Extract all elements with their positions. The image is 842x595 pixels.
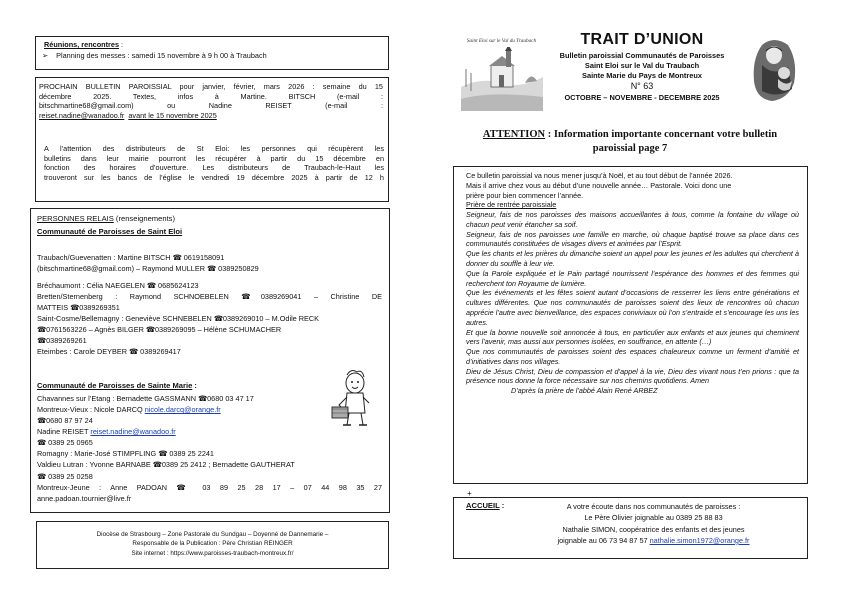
reunions-title: Réunions, rencontres bbox=[44, 40, 120, 49]
reunions-title-suffix: : bbox=[119, 40, 124, 49]
darcq-email-link[interactable]: nicole.darcq@orange.fr bbox=[144, 405, 221, 415]
bulletin-period: OCTOBRE – NOVEMBRE - DECEMBRE 2025 bbox=[564, 93, 720, 103]
priere-paragraph: Que la Parole expliquée et le Pain partagé nourrissent l’espérance des hommes et des femmes qui recherchent ton Royaume de lumière. bbox=[466, 268, 799, 288]
accueil-line: Nathalie SIMON, coopératrice des enfants et des jeunes bbox=[562, 524, 745, 534]
relais-title: PERSONNES RELAIS bbox=[37, 214, 114, 223]
st-marie-title-suffix: : bbox=[192, 381, 197, 390]
contact-line: ☎ 0389 25 0965 bbox=[37, 438, 93, 448]
prochain-bulletin-box bbox=[35, 77, 389, 202]
attention-label: ATTENTION bbox=[482, 129, 546, 140]
relais-title-suffix: (renseignements) bbox=[113, 214, 176, 223]
intro-line: prière pour bien commencer l’année. bbox=[466, 190, 584, 200]
contact-line: Montreux-Jeune : Anne PADOAN ☎ 03 89 25 28 17 – 07 44 98 35 27 bbox=[37, 482, 382, 492]
reiset-email-link[interactable]: reiset.nadine@wanadoo.fr bbox=[90, 427, 176, 437]
contact-line: Romagny : Marie-José STIMPFLING ☎ 0389 25 2241 bbox=[37, 449, 214, 459]
contact-line: MATTEIS ☎0389269351 bbox=[37, 302, 120, 312]
distrib-line: A l’attention des distributeurs de St Eloi: les personnes qui récupèrent les bbox=[44, 144, 384, 153]
contact-line: Nadine REISET bbox=[37, 427, 91, 437]
accueil-line: A votre écoute dans nos communautés de paroisses : bbox=[566, 502, 741, 511]
priere-title: Prière de rentrée paroissiale bbox=[466, 200, 557, 210]
arrow-bullet-icon: ➢ bbox=[42, 51, 49, 60]
contact-line: Eteimbes : Carole DEYBER ☎ 0389269417 bbox=[37, 346, 181, 356]
prochain-line: décembre 2025. Textes, infos à Martine. BITSCH (e-mail : bbox=[39, 91, 383, 101]
bulletin-community-1: Saint Eloi sur le Val du Traubach bbox=[584, 60, 700, 70]
cartoon-child-illustration bbox=[327, 369, 373, 427]
accueil-line: joignable au 06 73 94 87 57 bbox=[557, 535, 650, 545]
st-marie-title: Communauté de Paroisses de Sainte Marie bbox=[37, 381, 193, 390]
priere-paragraph: Que les événements et les fêtes soient autant d’occasions de resserrer les liens entre générations et cultures différentes. Que nos communautés de paroisses soient des lieux de rencontres où chacun apprécie l’autre avec bienveillance, des espaces conviviaux où l’on s’entraide et s’encourage les uns les autres. bbox=[466, 288, 799, 327]
accueil-label-suffix: : bbox=[499, 501, 505, 510]
contact-line: anne.padoan.tournier@live.fr bbox=[37, 493, 132, 503]
distributeurs-notice bbox=[44, 144, 384, 183]
priere-box bbox=[453, 166, 808, 484]
prochain-deadline: avant le 15 novembre 2025 bbox=[128, 110, 217, 120]
madonna-and-child-image bbox=[748, 37, 804, 103]
accueil-email-link[interactable]: nathalie.simon1972@orange.fr bbox=[649, 535, 750, 545]
contact-line: Bréchaumont : Célia NAEGELEN ☎ 0685624123 bbox=[37, 280, 199, 290]
bulletin-number: N° 63 bbox=[630, 81, 654, 92]
reunions-item: Planning des messes : samedi 15 novembre à 9 h 00 à Traubach bbox=[56, 51, 267, 60]
priere-paragraph: Seigneur, fais de nos paroisses une famille en marche, où chaque baptisé trouve sa place dans ces communautés constituées de visages divers et animées par l’Esprit. bbox=[466, 229, 799, 249]
plus-mark: + bbox=[467, 489, 472, 498]
priere-paragraph: Que les chants et les prières du dimanche soient un appel pour les jeunes et les adultes qui cherchent à donner du souffle à leur vie. bbox=[466, 249, 799, 269]
priere-paragraph: Dieu de Jésus Christ, Dieu de compassion et d’appel à la vie, Dieu des vivant nous t’en prions : que ta présence nous donne la force nécessaire sur nos chemins quotidiens. Amen bbox=[466, 366, 799, 386]
contact-line: Montreux-Vieux : Nicole DARCQ bbox=[37, 405, 145, 415]
accueil-line: Le Père Olivier joignable au 0389 25 88 83 bbox=[584, 513, 723, 523]
accueil-label: ACCUEIL bbox=[466, 501, 500, 510]
priere-paragraph: Et que la bonne nouvelle soit annoncée à tous, en particulier aux enfants et aux jeunes qui cheminent vers l’avenir, mas aussi aux personnes isolées, en souffrance, en attente (…) bbox=[466, 327, 799, 347]
prochain-email-link[interactable]: reiset.nadine@wanadoo.fr bbox=[39, 110, 125, 120]
footer-box bbox=[36, 521, 389, 569]
bulletin-subtitle: Bulletin paroissial Communautés de Paroisses bbox=[559, 51, 725, 61]
reunions-box bbox=[35, 36, 389, 70]
attention-line2: paroissial page 7 bbox=[592, 142, 668, 154]
attention-notice bbox=[452, 128, 808, 155]
distrib-line: trouveront sur les bancs de l’église le vendredi 19 décembre 2025 à partir de 12 h bbox=[44, 172, 384, 182]
intro-line: Ce bulletin paroissial va nous mener jusqu’à Noël, et au tout début de l’année 2026. bbox=[466, 171, 733, 180]
contact-line: ☎0389269261 bbox=[37, 335, 87, 345]
contact-line: ☎ 0389 25 0258 bbox=[37, 471, 93, 481]
footer-line: Responsable de la Publication : Père Christian REINGER bbox=[132, 540, 293, 548]
distrib-line: bulletins dans leur mairie pourront les récupérer à partir du 15 décembre en bbox=[44, 153, 384, 163]
contact-line: Chavannes sur l’Etang : Bernadette GASSMANN ☎0680 03 47 17 bbox=[37, 394, 254, 403]
contact-line: Saint-Cosme/Bellemagny : Geneviève SCHNEBELEN ☎0389269010 – M.Odile RECK bbox=[37, 313, 320, 323]
st-eloi-contacts bbox=[37, 253, 382, 357]
distrib-line: fonction des horaires d’ouverture. Les distributeurs de Traubach-le-Haut les bbox=[44, 163, 384, 173]
logo-caption: Saint Eloi sur le Val du Traubach bbox=[466, 38, 537, 44]
contact-line: ☎0680 87 97 24 bbox=[37, 416, 93, 426]
personnes-relais-box bbox=[30, 208, 390, 513]
st-eloi-title: Communauté de Paroisses de Saint Eloi bbox=[37, 227, 183, 236]
bulletin-community-2: Sainte Marie du Pays de Montreux bbox=[582, 70, 702, 80]
masthead bbox=[548, 30, 736, 103]
accueil-box bbox=[453, 489, 808, 559]
priere-paragraph: Seigneur, fais de nos paroisses des maisons accueillantes à tous, comme la fontaine du village où chacun peut venir étancher sa soif. bbox=[466, 210, 799, 229]
intro-line: Mais il arrive chez vous au début d’une nouvelle année… Pastorale. Voici donc une bbox=[466, 180, 732, 190]
footer-website: Site internet : https://www.paroisses-traubach-montreux.fr/ bbox=[131, 549, 294, 557]
contact-line: (bitschmartine68@gmail.com) – Raymond MULLER ☎ 0389250829 bbox=[37, 263, 259, 273]
contact-line: Bretten/Sternenberg : Raymond SCHNOEBELEN ☎0389269041 – Christine DE bbox=[37, 291, 382, 301]
contact-line: Traubach/Guevenatten : Martine BITSCH ☎ 0619158091 bbox=[37, 253, 225, 262]
contact-line: ☎0761563226 – Agnès BILGER ☎0389269095 – Hélène SCHUMACHER bbox=[37, 324, 282, 334]
prochain-line: bitschmartine68@gmail.com) ou Nadine REISET (e-mail : bbox=[39, 101, 383, 111]
bulletin-title: TRAIT D’UNION bbox=[580, 31, 704, 48]
attention-text: : Information importante concernant votre bulletin bbox=[545, 129, 778, 140]
parish-logo bbox=[455, 36, 548, 114]
contact-line: Valdieu Lutran : Yvonne BARNABE ☎0389 25 2412 ; Bernadette GAUTHERAT bbox=[37, 460, 295, 470]
priere-signature: D’après la prière de l’abbé Alain René ARBEZ bbox=[511, 386, 658, 396]
prochain-line: PROCHAIN BULLETIN PAROISSIAL pour janvier, février, mars 2026 : semaine du 15 bbox=[39, 82, 383, 91]
footer-line: Diocèse de Strasbourg – Zone Pastorale du Sundgau – Doyenné de Dannemarie – bbox=[96, 531, 329, 538]
priere-paragraph: Que nos communautés de paroisses soient des espaces chaleureux comme un ferment d’amitié et d’initiatives dans nos villages. bbox=[466, 347, 799, 366]
